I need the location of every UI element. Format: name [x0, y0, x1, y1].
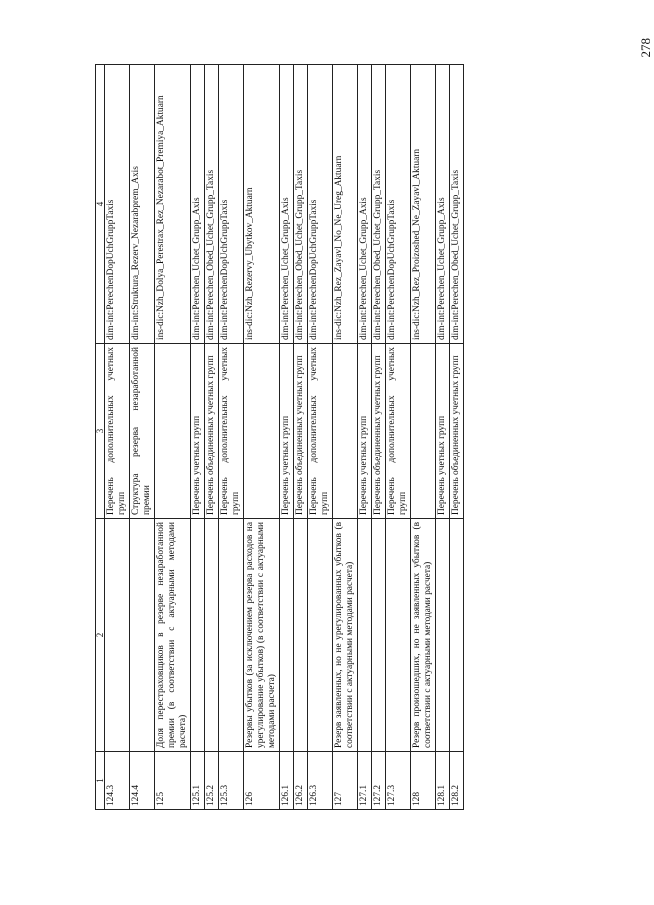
row-description	[219, 519, 244, 752]
table-body	[105, 65, 464, 810]
row-code: ins-dic:Nzh_Dolya_Perestrax_Rez_Nezarabot_Premiya_Aktuarn	[155, 65, 191, 344]
table-row	[191, 65, 205, 810]
row-number: 127.1	[358, 752, 372, 810]
row-description	[130, 519, 155, 752]
row-code: dim-int:Perechen_Obed_Uchet_Grupp_Taxis	[205, 65, 219, 344]
row-number: 127.2	[372, 752, 386, 810]
table-row	[450, 65, 464, 810]
row-list: Перечень учетных групп	[191, 344, 205, 519]
table-row	[205, 65, 219, 810]
row-list: Перечень объединенных учетных групп	[205, 344, 219, 519]
table-row	[219, 65, 244, 810]
row-description	[386, 519, 411, 752]
row-list: Перечень учетных групп	[436, 344, 450, 519]
row-description	[358, 519, 372, 752]
row-code: dim-int:Perechen_Uchet_Grupp_Axis	[358, 65, 372, 344]
row-list: Перечень дополнительных учетных групп	[219, 344, 244, 519]
table-row	[372, 65, 386, 810]
row-code: ins-dic:Nzh_Rezervy_Ubytkov_Aktuarn	[244, 65, 280, 344]
row-code: dim-int:PerechenDopUchGruppTaxis	[386, 65, 411, 344]
header-row	[96, 65, 105, 810]
xbrl-mapping-table	[95, 64, 464, 810]
col-header-3: 3	[96, 344, 105, 519]
row-code: dim-int:Perechen_Uchet_Grupp_Axis	[280, 65, 294, 344]
row-number: 128	[411, 752, 436, 810]
row-description	[372, 519, 386, 752]
row-code: dim-int:Perechen_Obed_Uchet_Grupp_Taxis	[294, 65, 308, 344]
row-list	[155, 344, 191, 519]
row-code: dim-int:Struktura_Rezerv_Nezarabprem_Axis	[130, 65, 155, 344]
table-row	[386, 65, 411, 810]
table-row	[244, 65, 280, 810]
col-header-2: 2	[96, 519, 105, 752]
rotated-table-sheet	[95, 65, 590, 810]
row-list: Перечень дополнительных учетных групп	[308, 344, 333, 519]
row-description	[191, 519, 205, 752]
row-description	[294, 519, 308, 752]
col-header-1: 1	[96, 752, 105, 810]
row-list: Перечень объединенных учетных групп	[372, 344, 386, 519]
table-row	[411, 65, 436, 810]
row-description: Резерв заявленных, но не урегулированных убытков (в соответствии с актуарными методами расчета)	[333, 519, 358, 752]
row-list: Перечень дополнительных учетных групп	[386, 344, 411, 519]
col-header-4: 4	[96, 65, 105, 344]
row-code: ins-dic:Nzh_Rez_Zayavl_No_Ne_Ureg_Aktuarn	[333, 65, 358, 344]
row-number: 124.3	[105, 752, 130, 810]
table-row	[130, 65, 155, 810]
table-row	[436, 65, 450, 810]
row-number: 125.2	[205, 752, 219, 810]
table-row	[155, 65, 191, 810]
row-number: 126.2	[294, 752, 308, 810]
row-number: 126.3	[308, 752, 333, 810]
table-row	[333, 65, 358, 810]
row-description	[280, 519, 294, 752]
row-code: dim-int:PerechenDopUchGruppTaxis	[308, 65, 333, 344]
row-number: 127	[333, 752, 358, 810]
row-number: 125	[155, 752, 191, 810]
row-number: 127.3	[386, 752, 411, 810]
row-list: Перечень объединенных учетных групп	[450, 344, 464, 519]
table-row	[280, 65, 294, 810]
row-description	[205, 519, 219, 752]
table-row	[105, 65, 130, 810]
row-code: dim-int:Perechen_Obed_Uchet_Grupp_Taxis	[450, 65, 464, 344]
table-row	[294, 65, 308, 810]
row-list: Перечень учетных групп	[280, 344, 294, 519]
row-list	[244, 344, 280, 519]
row-description	[436, 519, 450, 752]
row-list	[411, 344, 436, 519]
row-code: dim-int:Perechen_Obed_Uchet_Grupp_Taxis	[372, 65, 386, 344]
row-number: 125.3	[219, 752, 244, 810]
row-description	[308, 519, 333, 752]
row-number: 125.1	[191, 752, 205, 810]
row-list: Структура резерва незаработанной премии	[130, 344, 155, 519]
row-number: 126	[244, 752, 280, 810]
row-number: 128.1	[436, 752, 450, 810]
row-description	[450, 519, 464, 752]
row-code: dim-int:Perechen_Uchet_Grupp_Axis	[436, 65, 450, 344]
row-number: 128.2	[450, 752, 464, 810]
row-list	[333, 344, 358, 519]
row-number: 124.4	[130, 752, 155, 810]
row-list: Перечень объединенных учетных групп	[294, 344, 308, 519]
page-number: 278	[638, 38, 653, 58]
row-code: dim-int:Perechen_Uchet_Grupp_Axis	[191, 65, 205, 344]
row-code: dim-int:PerechenDopUchGruppTaxis	[219, 65, 244, 344]
row-code: ins-dic:Nzh_Rez_Proizoshed_Ne_Zayavl_Aktuarn	[411, 65, 436, 344]
row-description: Доля перестраховщиков в резерве незаработанной премии (в соответствии с актуарными методами расчета)	[155, 519, 191, 752]
row-description: Резервы убытков (за исключением резерва расходов на урегулирование убытков) (в соответствии с актуарными методами расчета)	[244, 519, 280, 752]
row-list: Перечень дополнительных учетных групп	[105, 344, 130, 519]
table-row	[308, 65, 333, 810]
row-code: dim-int:PerechenDopUchGruppTaxis	[105, 65, 130, 344]
row-description: Резерв произошедших, но не заявленных убытков (в соответствии с актуарными методами расчета)	[411, 519, 436, 752]
row-description	[105, 519, 130, 752]
table-row	[358, 65, 372, 810]
row-number: 126.1	[280, 752, 294, 810]
row-list: Перечень учетных групп	[358, 344, 372, 519]
